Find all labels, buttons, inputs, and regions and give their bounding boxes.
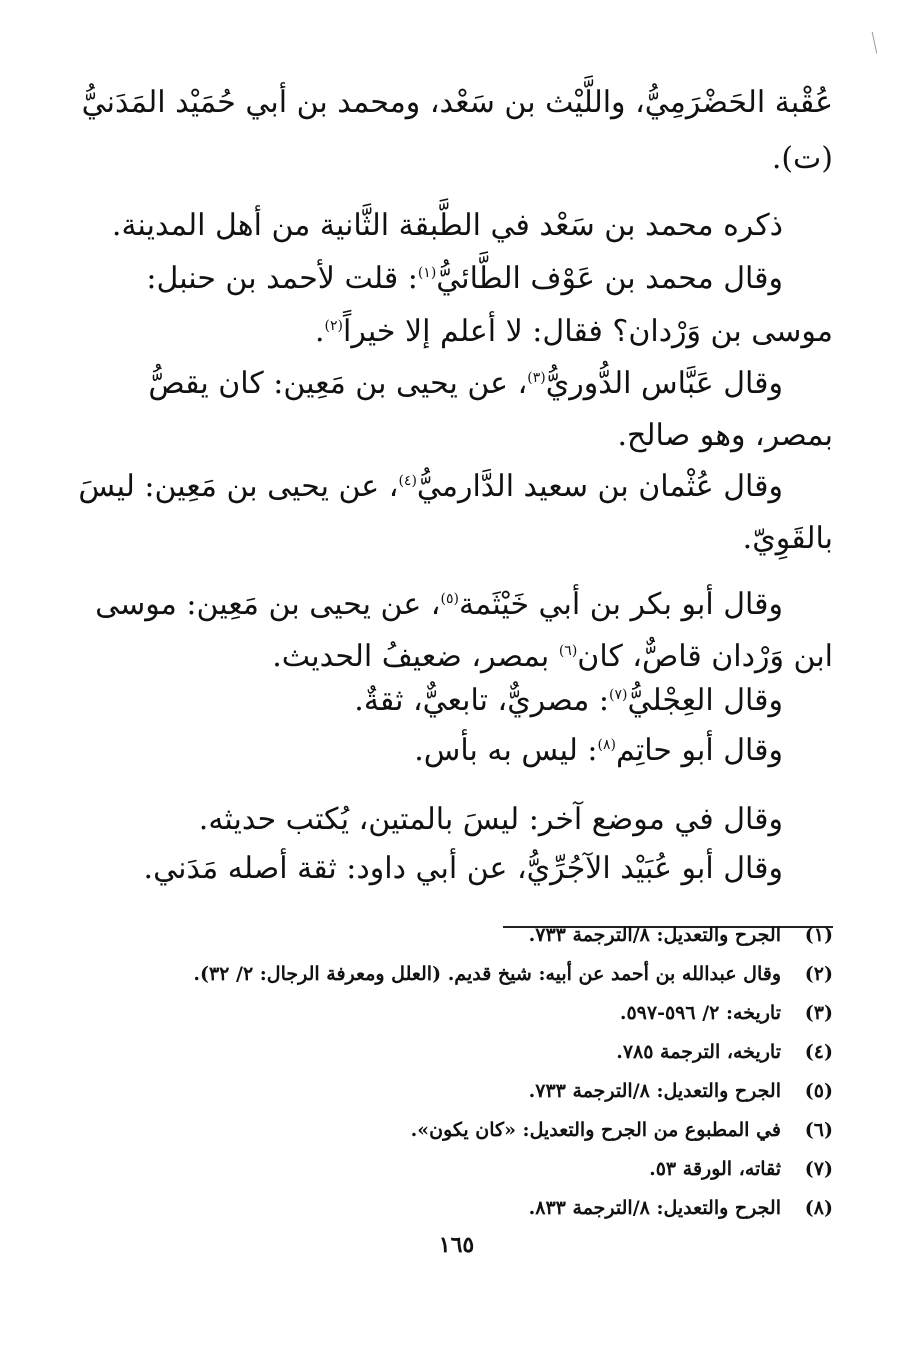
body-line-13: وقال أبو حاتِم$^{(٨)}$: ليس به بأس. xyxy=(414,733,783,768)
footnote-7: (٧)ثقاته، الورقة ٥٣. xyxy=(649,1158,833,1180)
body-line-5: موسى بن وَرْدان؟ فقال: لا أعلم إلا خيراً$^{(٢)}$. xyxy=(314,314,833,349)
footnote-4: (٤)تاريخه، الترجمة ٧٨٥. xyxy=(616,1041,833,1063)
footnote-ref-6: (٦) xyxy=(558,643,578,659)
scan-mark xyxy=(869,32,877,54)
body-line-12: وقال العِجْليُّ$^{(٧)}$: مصريٌّ، تابعيٌّ، ثقةٌ. xyxy=(354,683,783,718)
body-line-3: ذكره محمد بن سَعْد في الطَّبقة الثَّانية من أهل المدينة. xyxy=(111,208,783,243)
body-line-6: وقال عَبَّاس الدُّوريُّ$^{(٣)}$، عن يحيى بن مَعِين: كان يقصُّ xyxy=(148,366,783,401)
body-line-9: بالقَوِيّ. xyxy=(742,521,833,556)
footnote-2: (٢)وقال عبدالله بن أحمد عن أبيه: شيخ قديم. (العلل ومعرفة الرجال: ٢/ ٣٢). xyxy=(193,963,833,985)
footnote-6: (٦)في المطبوع من الجرح والتعديل: «كان يكون». xyxy=(410,1119,833,1141)
footnote-ref-8: (٨) xyxy=(597,737,616,753)
body-line-8: وقال عُثْمان بن سعيد الدَّارميُّ$^{(٤)}$، عن يحيى بن مَعِين: ليسَ xyxy=(78,469,783,504)
footnote-8: (٨)الجرح والتعديل: ٨/الترجمة ٨٣٣. xyxy=(528,1197,833,1219)
footnote-1: (١)الجرح والتعديل: ٨/الترجمة ٧٣٣. xyxy=(528,924,833,946)
footnote-ref-7: (٧) xyxy=(608,687,628,703)
footnote-ref-4: (٤) xyxy=(398,473,417,489)
body-line-15: وقال أبو عُبَيْد الآجُرِّيُّ، عن أبي داود: ثقة أصله مَدَني. xyxy=(143,851,783,886)
footnote-5: (٥)الجرح والتعديل: ٨/الترجمة ٧٣٣. xyxy=(528,1080,833,1102)
body-line-1: عُقْبة الحَضْرَمِيُّ، واللَّيْث بن سَعْد، ومحمد بن أبي حُمَيْد المَدَنيُّ xyxy=(81,85,833,120)
footnote-ref-2: (٢) xyxy=(324,318,343,334)
body-line-10: وقال أبو بكر بن أبي خَيْثَمة$^{(٥)}$، عن يحيى بن مَعِين: موسى xyxy=(95,587,783,622)
page-number: ١٦٥ xyxy=(438,1232,475,1258)
body-line-11: ابن وَرْدان قاصٌّ، كان$^{(٦)}$ بمصر، ضعيفُ الحديث. xyxy=(272,639,833,674)
body-line-14: وقال في موضع آخر: ليسَ بالمتين، يُكتب حديثه. xyxy=(198,802,783,837)
footnote-ref-5: (٥) xyxy=(440,591,459,607)
body-line-4: وقال محمد بن عَوْف الطَّائيُّ$^{(١)}$: قلت لأحمد بن حنبل: xyxy=(146,261,783,296)
body-line-7: بمصر، وهو صالح. xyxy=(617,418,833,453)
footnote-ref-3: (٣) xyxy=(527,370,546,386)
footnote-ref-1: (١) xyxy=(417,265,437,281)
footnote-3: (٣)تاريخه: ٢/ ٥٩٦-٥٩٧. xyxy=(619,1002,833,1024)
body-line-2: (ت). xyxy=(771,141,833,176)
